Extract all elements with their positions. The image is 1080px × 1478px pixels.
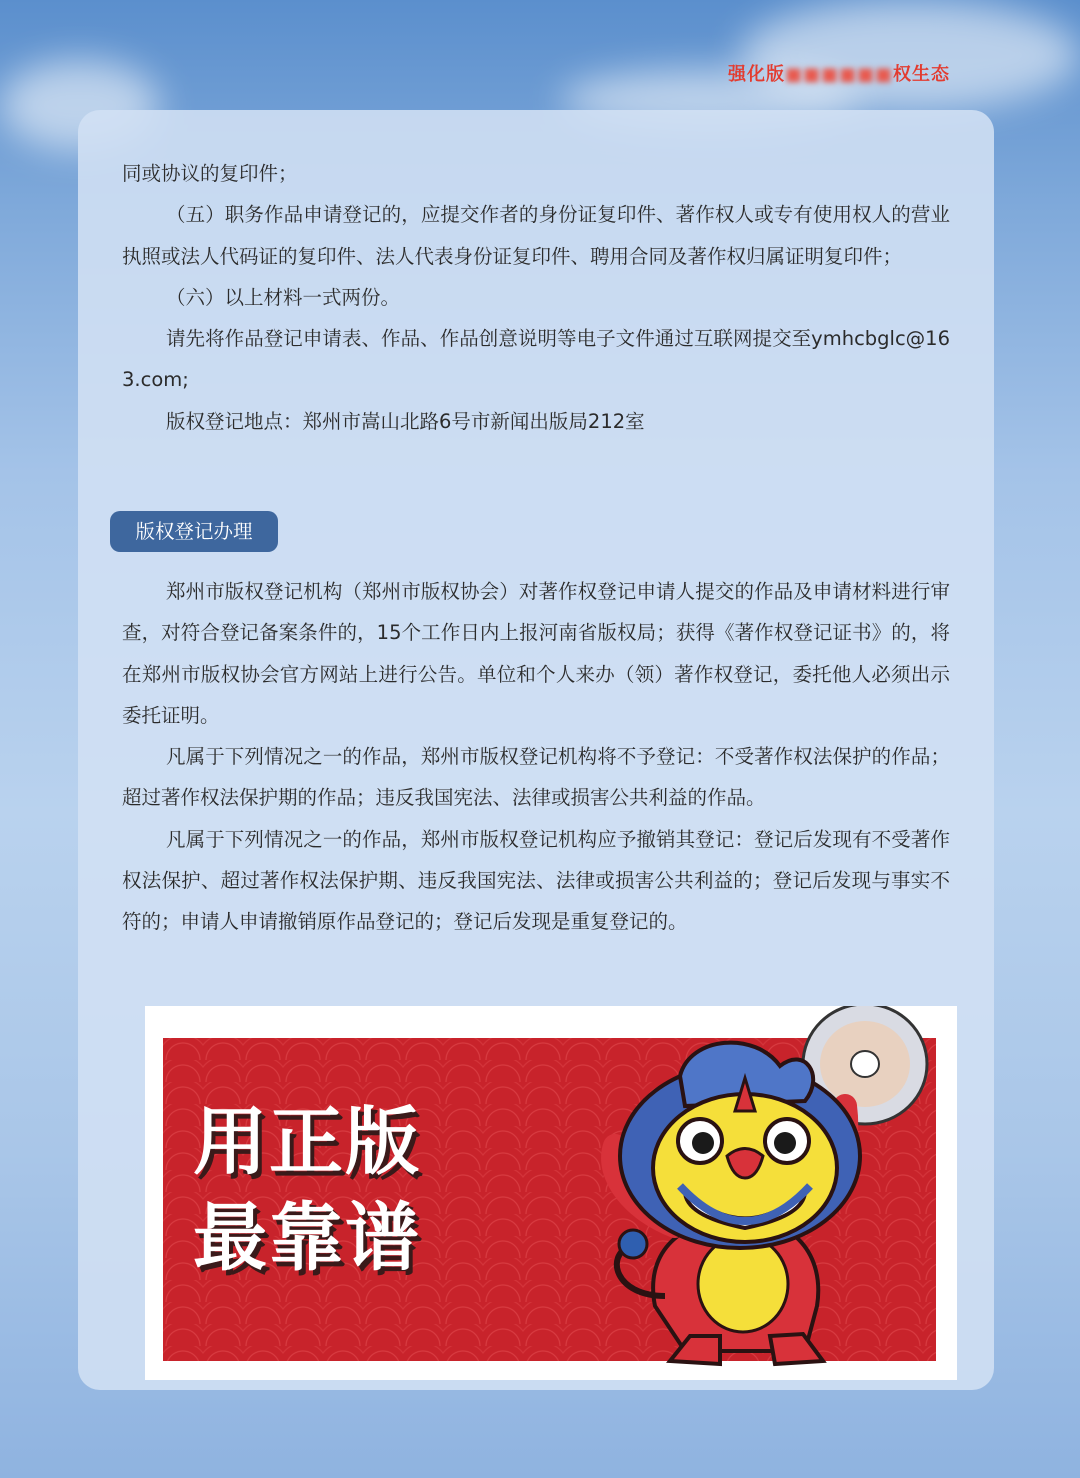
slogan-line-2: 最靠谱 [193,1195,421,1281]
header-tag [728,60,950,86]
header-tag-start: 强化版 [728,64,785,85]
lion-mascot-illustration [505,1006,957,1380]
paragraph: （六）以上材料一式两份。 [166,285,401,309]
header-tag-end: 权生态 [893,64,951,85]
paragraph: 郑州市版权登记机构（郑州市版权协会）对著作权登记申请人提交的作品及申请材料进行审查，对符合登记备案条件的，15个工作日内上报河南省版权局；获得《著作权登记证书》的，将在郑州市版权协会官方网站上进行公告。单位和个人来办（领）著作权登记，委托他人必须出示委托证明。 [122,580,950,727]
header-tag-blurred: ■■■■■■ [785,64,894,85]
body-text [122,153,950,442]
paragraph: 版权登记地点：郑州市嵩山北路6号市新闻出版局212室 [166,409,645,433]
paragraph: 凡属于下列情况之一的作品，郑州市版权登记机构应予撤销其登记：登记后发现有不受著作权法保护、超过著作权法保护期、违反我国宪法、法律或损害公共利益的；登记后发现与事实不符的；申请人申请撤销原作品登记的；登记后发现是重复登记的。 [122,827,950,934]
paragraph: 同或协议的复印件； [122,162,298,185]
banner-slogan [193,1094,421,1286]
section-title-badge: 版权登记办理 [110,511,278,552]
slogan-banner [145,1006,957,1380]
paragraph: 请先将作品登记申请表、作品、作品创意说明等电子文件通过互联网提交至ymhcbglc@163.com; [122,327,950,392]
section-body-text [122,571,950,943]
paragraph: 凡属于下列情况之一的作品，郑州市版权登记机构将不予登记：不受著作权法保护的作品；超过著作权法保护期的作品；违反我国宪法、法律或损害公共利益的作品。 [122,745,950,810]
paragraph: （五）职务作品申请登记的，应提交作者的身份证复印件、著作权人或专有使用权人的营业执照或法人代码证的复印件、法人代表身份证复印件、聘用合同及著作权归属证明复印件； [122,203,950,268]
slogan-line-1: 用正版 [193,1099,421,1185]
